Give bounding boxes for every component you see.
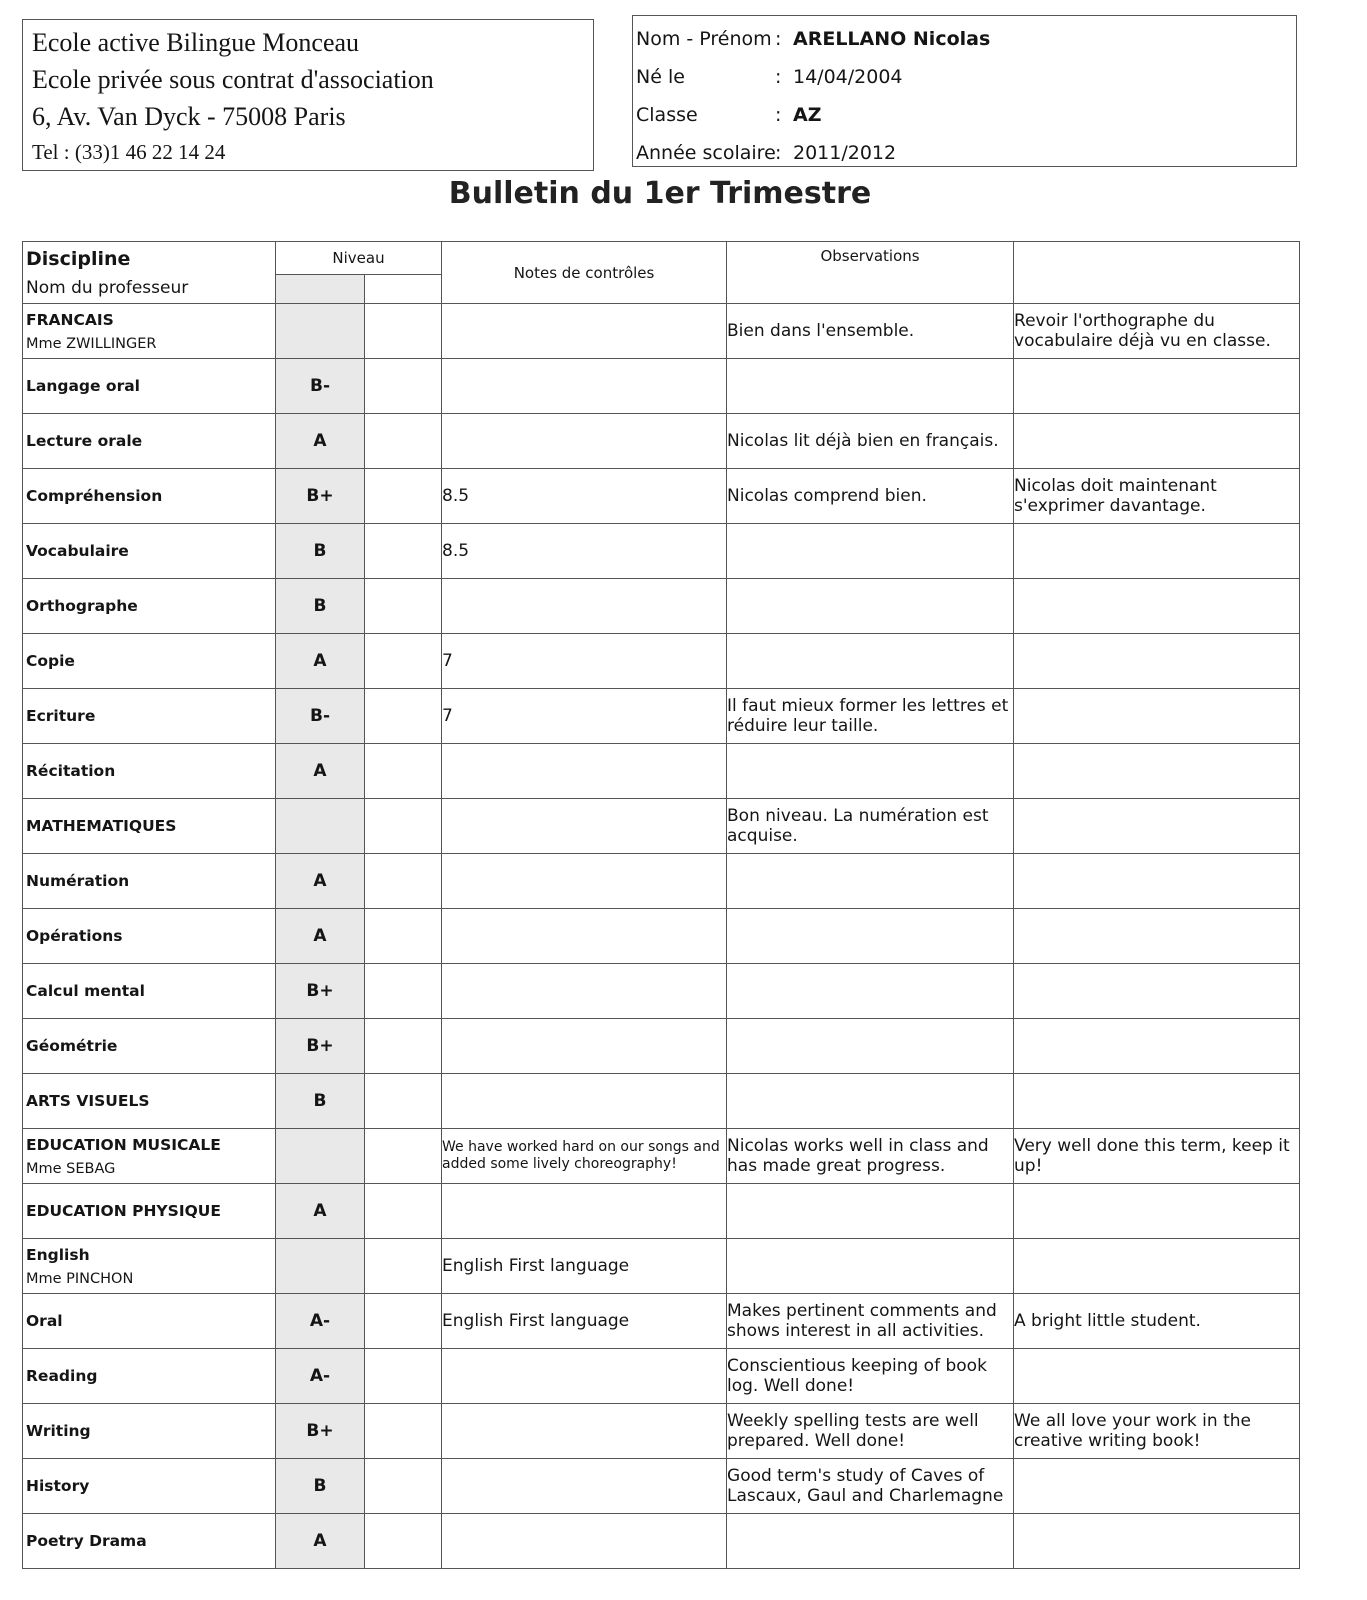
- observation-extra-cell: Nicolas doit maintenant s'exprimer davantage.: [1014, 469, 1300, 524]
- table-row: [23, 744, 1300, 799]
- table-row: [23, 689, 1300, 744]
- level-cell: A: [276, 634, 365, 689]
- level-extra-cell: [365, 524, 442, 579]
- discipline-name: ARTS VISUELS: [26, 1092, 150, 1110]
- observation-extra-cell: [1014, 854, 1300, 909]
- discipline-header: [23, 242, 276, 304]
- student-name-value: ARELLANO Nicolas: [793, 28, 991, 50]
- level-extra-cell: [365, 304, 442, 359]
- student-class-value: AZ: [793, 104, 822, 126]
- discipline-cell: [23, 414, 276, 469]
- level-cell: B-: [276, 359, 365, 414]
- discipline-name: EDUCATION MUSICALE: [26, 1135, 221, 1154]
- level-cell: A: [276, 854, 365, 909]
- level-extra-cell: [365, 799, 442, 854]
- niveau-subheader-2: [365, 274, 442, 303]
- level-cell: [276, 1129, 365, 1184]
- discipline-cell: [23, 1184, 276, 1239]
- professor-name: Mme PINCHON: [26, 1270, 134, 1287]
- table-row: [23, 359, 1300, 414]
- discipline-cell: [23, 1294, 276, 1349]
- discipline-cell: [23, 1019, 276, 1074]
- observation-extra-cell: Revoir l'orthographe du vocabulaire déjà vu en classe.: [1014, 304, 1300, 359]
- school-info-box: [22, 19, 594, 171]
- discipline-cell: [23, 469, 276, 524]
- observation-extra-cell: [1014, 689, 1300, 744]
- observation-cell: Nicolas comprend bien.: [727, 469, 1014, 524]
- level-extra-cell: [365, 1404, 442, 1459]
- discipline-name: Opérations: [26, 927, 123, 945]
- observation-cell: [727, 1019, 1014, 1074]
- discipline-cell: [23, 1129, 276, 1184]
- level-cell: [276, 304, 365, 359]
- observation-extra-cell: [1014, 414, 1300, 469]
- note-cell: 8.5: [442, 469, 727, 524]
- level-extra-cell: [365, 1184, 442, 1239]
- note-cell: 7: [442, 634, 727, 689]
- grades-body: [23, 304, 1300, 1569]
- level-cell: B+: [276, 469, 365, 524]
- note-cell: [442, 799, 727, 854]
- observation-cell: [727, 1074, 1014, 1129]
- table-row: [23, 854, 1300, 909]
- observation-cell: Makes pertinent comments and shows interest in all activities.: [727, 1294, 1014, 1349]
- discipline-name: Oral: [26, 1312, 63, 1330]
- level-extra-cell: [365, 964, 442, 1019]
- niveau-header: Niveau: [276, 242, 442, 275]
- student-name-label: Nom - Prénom: [636, 28, 772, 50]
- level-extra-cell: [365, 909, 442, 964]
- discipline-header-label: Discipline: [26, 248, 131, 270]
- observation-extra-cell: A bright little student.: [1014, 1294, 1300, 1349]
- discipline-name: Vocabulaire: [26, 542, 129, 560]
- table-row: [23, 524, 1300, 579]
- note-cell: [442, 1459, 727, 1514]
- observation-extra-cell: [1014, 1019, 1300, 1074]
- table-row: [23, 1129, 1300, 1184]
- discipline-cell: [23, 799, 276, 854]
- table-row: [23, 799, 1300, 854]
- observation-cell: Conscientious keeping of book log. Well done!: [727, 1349, 1014, 1404]
- level-extra-cell: [365, 854, 442, 909]
- student-class-row: [636, 96, 1296, 134]
- table-header-row: [23, 242, 1300, 275]
- observation-cell: Bien dans l'ensemble.: [727, 304, 1014, 359]
- level-cell: B: [276, 524, 365, 579]
- note-cell: English First language: [442, 1294, 727, 1349]
- discipline-name: Poetry Drama: [26, 1532, 147, 1550]
- level-extra-cell: [365, 1294, 442, 1349]
- level-cell: B: [276, 579, 365, 634]
- discipline-cell: [23, 1404, 276, 1459]
- student-birth-label: Né le: [636, 66, 685, 88]
- observation-cell: Bon niveau. La numération est acquise.: [727, 799, 1014, 854]
- level-cell: A: [276, 1184, 365, 1239]
- discipline-cell: [23, 964, 276, 1019]
- discipline-cell: [23, 524, 276, 579]
- level-extra-cell: [365, 1019, 442, 1074]
- discipline-name: EDUCATION PHYSIQUE: [26, 1202, 221, 1220]
- colon: :: [775, 66, 782, 88]
- level-cell: B-: [276, 689, 365, 744]
- level-extra-cell: [365, 579, 442, 634]
- student-year-value: 2011/2012: [793, 142, 897, 164]
- professor-header-label: Nom du professeur: [26, 278, 189, 298]
- note-cell: [442, 1349, 727, 1404]
- level-extra-cell: [365, 1129, 442, 1184]
- observation-extra-cell: [1014, 1239, 1300, 1294]
- observation-cell: [727, 854, 1014, 909]
- level-cell: [276, 799, 365, 854]
- observation-extra-cell: [1014, 359, 1300, 414]
- note-cell: 8.5: [442, 524, 727, 579]
- discipline-cell: [23, 1349, 276, 1404]
- observation-extra-cell: [1014, 909, 1300, 964]
- professor-name: Mme SEBAG: [26, 1160, 116, 1177]
- level-extra-cell: [365, 1514, 442, 1569]
- discipline-name: Calcul mental: [26, 982, 145, 1000]
- observation-extra-cell: [1014, 634, 1300, 689]
- discipline-name: History: [26, 1477, 90, 1495]
- observation-extra-cell: [1014, 579, 1300, 634]
- colon: :: [775, 28, 782, 50]
- notes-header: Notes de contrôles: [442, 242, 727, 304]
- niveau-subheader-1: [276, 274, 365, 303]
- note-cell: [442, 414, 727, 469]
- note-cell: [442, 744, 727, 799]
- discipline-name: Numération: [26, 872, 130, 890]
- table-row: [23, 1239, 1300, 1294]
- observation-cell: [727, 634, 1014, 689]
- level-extra-cell: [365, 689, 442, 744]
- level-extra-cell: [365, 359, 442, 414]
- note-cell: [442, 1074, 727, 1129]
- observation-cell: [727, 964, 1014, 1019]
- observation-cell: [727, 579, 1014, 634]
- level-cell: A-: [276, 1294, 365, 1349]
- level-cell: B: [276, 1459, 365, 1514]
- student-year-label: Année scolaire: [636, 142, 776, 164]
- discipline-cell: [23, 909, 276, 964]
- level-extra-cell: [365, 1239, 442, 1294]
- table-row: [23, 1019, 1300, 1074]
- observations-header: Observations: [727, 242, 1014, 304]
- note-cell: [442, 854, 727, 909]
- note-cell: [442, 1019, 727, 1074]
- table-row: [23, 469, 1300, 524]
- table-row: [23, 304, 1300, 359]
- level-cell: B+: [276, 1019, 365, 1074]
- discipline-cell: [23, 744, 276, 799]
- table-row: [23, 1514, 1300, 1569]
- note-cell: [442, 964, 727, 1019]
- observation-cell: Good term's study of Caves of Lascaux, Gaul and Charlemagne: [727, 1459, 1014, 1514]
- level-cell: B+: [276, 1404, 365, 1459]
- note-cell: [442, 1404, 727, 1459]
- discipline-name: FRANCAIS: [26, 310, 114, 329]
- observation-extra-cell: [1014, 799, 1300, 854]
- discipline-cell: [23, 1459, 276, 1514]
- observation-cell: [727, 909, 1014, 964]
- observation-extra-cell: Very well done this term, keep it up!: [1014, 1129, 1300, 1184]
- discipline-name: Ecriture: [26, 707, 96, 725]
- level-cell: A: [276, 744, 365, 799]
- observation-cell: [727, 359, 1014, 414]
- discipline-name: MATHEMATIQUES: [26, 817, 177, 835]
- observation-extra-cell: [1014, 524, 1300, 579]
- table-row: [23, 1294, 1300, 1349]
- level-cell: [276, 1239, 365, 1294]
- observation-extra-cell: We all love your work in the creative writing book!: [1014, 1404, 1300, 1459]
- observation-extra-cell: [1014, 1349, 1300, 1404]
- observation-extra-cell: [1014, 1184, 1300, 1239]
- discipline-cell: [23, 634, 276, 689]
- observation-cell: [727, 1514, 1014, 1569]
- level-cell: A: [276, 909, 365, 964]
- discipline-name: English: [26, 1245, 90, 1264]
- discipline-cell: [23, 1074, 276, 1129]
- school-phone: Tel : (33)1 46 22 14 24: [32, 140, 226, 164]
- student-name-row: [636, 20, 1296, 58]
- level-extra-cell: [365, 414, 442, 469]
- table-row: [23, 1184, 1300, 1239]
- level-cell: A: [276, 414, 365, 469]
- observation-cell: [727, 524, 1014, 579]
- discipline-cell: [23, 304, 276, 359]
- page-title: Bulletin du 1er Trimestre: [448, 176, 872, 211]
- note-cell: [442, 1514, 727, 1569]
- observation-cell: Weekly spelling tests are well prepared. Well done!: [727, 1404, 1014, 1459]
- table-row: [23, 964, 1300, 1019]
- table-row: [23, 909, 1300, 964]
- discipline-name: Récitation: [26, 762, 116, 780]
- note-cell: [442, 359, 727, 414]
- discipline-cell: [23, 854, 276, 909]
- table-row: [23, 414, 1300, 469]
- level-cell: A: [276, 1514, 365, 1569]
- table-row: [23, 579, 1300, 634]
- colon: :: [775, 142, 782, 164]
- discipline-cell: [23, 1514, 276, 1569]
- level-extra-cell: [365, 1349, 442, 1404]
- school-type: Ecole privée sous contrat d'association: [32, 65, 434, 94]
- student-info-box: [632, 15, 1297, 167]
- discipline-cell: [23, 689, 276, 744]
- table-row: [23, 1459, 1300, 1514]
- observation-cell: [727, 1184, 1014, 1239]
- student-birth-row: [636, 58, 1296, 96]
- professor-name: Mme ZWILLINGER: [26, 335, 157, 352]
- discipline-cell: [23, 579, 276, 634]
- observation-extra-cell: [1014, 964, 1300, 1019]
- student-year-row: [636, 134, 1296, 172]
- level-extra-cell: [365, 1074, 442, 1129]
- note-cell: English First language: [442, 1239, 727, 1294]
- discipline-cell: [23, 359, 276, 414]
- observation-extra-cell: [1014, 1459, 1300, 1514]
- level-extra-cell: [365, 469, 442, 524]
- student-birth-value: 14/04/2004: [793, 66, 903, 88]
- table-row: [23, 1404, 1300, 1459]
- note-cell: [442, 909, 727, 964]
- observation-cell: [727, 1239, 1014, 1294]
- table-row: [23, 1074, 1300, 1129]
- discipline-cell: [23, 1239, 276, 1294]
- discipline-name: Géométrie: [26, 1037, 118, 1055]
- grades-table: [22, 241, 1300, 1569]
- school-name: Ecole active Bilingue Monceau: [32, 28, 360, 57]
- discipline-name: Orthographe: [26, 597, 138, 615]
- observation-cell: Il faut mieux former les lettres et réduire leur taille.: [727, 689, 1014, 744]
- discipline-name: Reading: [26, 1367, 98, 1385]
- observation-extra-cell: [1014, 1074, 1300, 1129]
- level-cell: B+: [276, 964, 365, 1019]
- discipline-name: Compréhension: [26, 487, 163, 505]
- note-cell: We have worked hard on our songs and added some lively choreography!: [442, 1129, 727, 1184]
- discipline-name: Writing: [26, 1422, 91, 1440]
- observation-cell: Nicolas lit déjà bien en français.: [727, 414, 1014, 469]
- observation-cell: [727, 744, 1014, 799]
- level-extra-cell: [365, 744, 442, 799]
- observation-cell: Nicolas works well in class and has made great progress.: [727, 1129, 1014, 1184]
- note-cell: 7: [442, 689, 727, 744]
- level-extra-cell: [365, 634, 442, 689]
- note-cell: [442, 1184, 727, 1239]
- note-cell: [442, 579, 727, 634]
- level-cell: A-: [276, 1349, 365, 1404]
- table-row: [23, 1349, 1300, 1404]
- school-address: 6, Av. Van Dyck - 75008 Paris: [32, 102, 346, 131]
- table-row: [23, 634, 1300, 689]
- note-cell: [442, 304, 727, 359]
- discipline-name: Lecture orale: [26, 432, 143, 450]
- discipline-name: Langage oral: [26, 377, 140, 395]
- level-cell: B: [276, 1074, 365, 1129]
- colon: :: [775, 104, 782, 126]
- level-extra-cell: [365, 1459, 442, 1514]
- observation-extra-cell: [1014, 1514, 1300, 1569]
- observations-header-extra: [1014, 242, 1300, 304]
- observation-extra-cell: [1014, 744, 1300, 799]
- student-class-label: Classe: [636, 104, 698, 126]
- discipline-name: Copie: [26, 652, 75, 670]
